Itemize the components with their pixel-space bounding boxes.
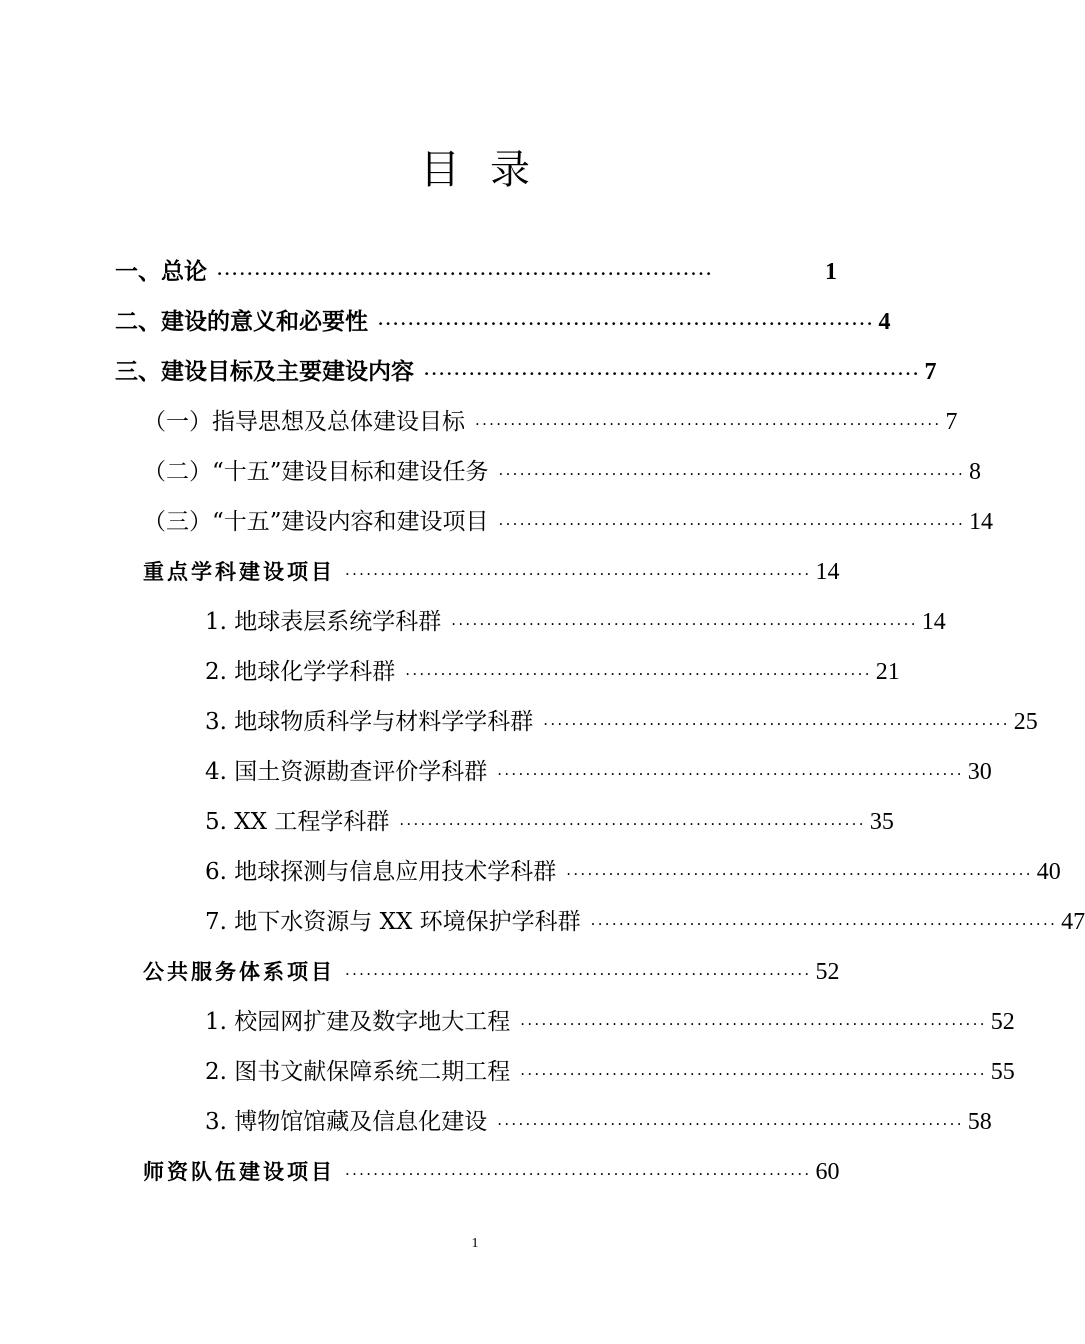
toc-leader-dots: ··································································	[475, 415, 942, 433]
toc-entry-page: 7	[945, 409, 958, 435]
toc-entry[interactable]	[143, 505, 994, 539]
toc-leader-dots: ··································································	[345, 565, 812, 583]
toc-entry-label: 二、建设的意义和必要性	[115, 309, 368, 335]
toc-entry[interactable]	[205, 755, 992, 789]
toc-entry-label: 3. 地球物质科学与材料学学科群	[205, 709, 534, 735]
toc-entry[interactable]	[205, 605, 946, 639]
toc-entry-label: （三）“十五”建设内容和建设项目	[143, 509, 489, 535]
toc-leader-dots: ··································································	[424, 365, 921, 383]
toc-leader-dots: ··································································	[498, 465, 966, 483]
toc-entry-page: 14	[921, 609, 946, 635]
toc-entry[interactable]	[143, 455, 982, 489]
toc-leader-dots: ··································································	[543, 715, 1010, 733]
toc-entry-label: 2. 图书文献保障系统二期工程	[205, 1059, 511, 1085]
toc-entry[interactable]	[143, 955, 840, 989]
toc-leader-dots: ··································································	[345, 1165, 812, 1183]
toc-entry[interactable]	[115, 255, 837, 289]
toc-entry-page: 55	[990, 1059, 1015, 1085]
toc-leader-dots: ··································································	[451, 615, 918, 633]
toc-entry[interactable]	[143, 405, 958, 439]
toc-entry-label: （二）“十五”建设目标和建设任务	[143, 459, 489, 485]
toc-leader-dots: ··································································	[378, 315, 875, 333]
toc-entry-label: 6. 地球探测与信息应用技术学科群	[205, 859, 557, 885]
toc-entry-label: 公共服务体系项目	[143, 960, 335, 984]
toc-entry-label: 师资队伍建设项目	[143, 1160, 335, 1184]
toc-entry-page: 52	[990, 1009, 1015, 1035]
page-title: 目录	[420, 147, 560, 193]
toc-entry[interactable]	[205, 655, 900, 689]
toc-entry-label: 3. 博物馆馆藏及信息化建设	[205, 1109, 488, 1135]
toc-entry-page: 40	[1036, 859, 1061, 885]
toc-entry-page: 52	[815, 959, 840, 985]
toc-entry[interactable]	[205, 1005, 1015, 1039]
toc-entry-page: 8	[969, 459, 982, 485]
toc-leader-dots: ··································································	[405, 665, 872, 683]
toc-entry-label: 一、总论	[115, 259, 207, 285]
toc-leader-dots: ··································································	[497, 1115, 964, 1133]
toc-entry-label: 7. 地下水资源与 XX 环境保护学科群	[205, 909, 581, 935]
toc-entry-page: 14	[815, 559, 840, 585]
toc-entry[interactable]	[205, 1105, 992, 1139]
toc-entry-page: 1	[825, 259, 837, 285]
toc-entry-label: 5. XX 工程学科群	[205, 809, 390, 835]
toc-entry-page: 7	[924, 359, 937, 385]
toc-leader-dots: ··································································	[345, 965, 812, 983]
toc-entry-page: 58	[967, 1109, 992, 1135]
toc-entry-label: 三、建设目标及主要建设内容	[115, 359, 414, 385]
toc-entry-label: 重点学科建设项目	[143, 560, 335, 584]
toc-entry-label: 2. 地球化学学科群	[205, 659, 396, 685]
toc-entry-label: （一）指导思想及总体建设目标	[143, 409, 465, 435]
toc-leader-dots: ··································································	[566, 865, 1033, 883]
toc-entry-page: 60	[815, 1159, 840, 1185]
toc-entry[interactable]	[115, 305, 891, 339]
toc-entry-page: 4	[878, 309, 891, 335]
toc-entry-page: 47	[1061, 909, 1085, 935]
toc-entry-page: 35	[869, 809, 894, 835]
toc-entry-page: 21	[875, 659, 900, 685]
page-number-footer: 1	[471, 1236, 479, 1251]
toc-entry[interactable]	[143, 1155, 840, 1189]
toc-entry-label: 4. 国土资源勘查评价学科群	[205, 759, 488, 785]
toc-entry[interactable]	[205, 705, 1038, 739]
toc-leader-dots: ··································································	[520, 1065, 987, 1083]
toc-leader-dots: ··································································	[520, 1015, 987, 1033]
toc-leader-dots: ··································································	[590, 915, 1058, 933]
toc-entry-page: 25	[1013, 709, 1038, 735]
toc-entry[interactable]	[143, 555, 840, 589]
toc-entry[interactable]	[205, 1055, 1015, 1089]
toc-entry[interactable]	[205, 905, 1085, 939]
toc-entry[interactable]	[205, 805, 894, 839]
toc-entry-label: 1. 地球表层系统学科群	[205, 609, 442, 635]
toc-entry[interactable]	[115, 355, 937, 389]
toc-entry-page: 14	[969, 509, 994, 535]
toc-leader-dots: ··································································	[498, 515, 966, 533]
toc-leader-dots: ··································································	[399, 815, 866, 833]
toc-entry-page: 30	[967, 759, 992, 785]
toc-entry-label: 1. 校园网扩建及数字地大工程	[205, 1009, 511, 1035]
toc-entry[interactable]	[205, 855, 1061, 889]
toc-leader-dots: ··································································	[217, 265, 714, 283]
toc-leader-dots: ··································································	[497, 765, 964, 783]
